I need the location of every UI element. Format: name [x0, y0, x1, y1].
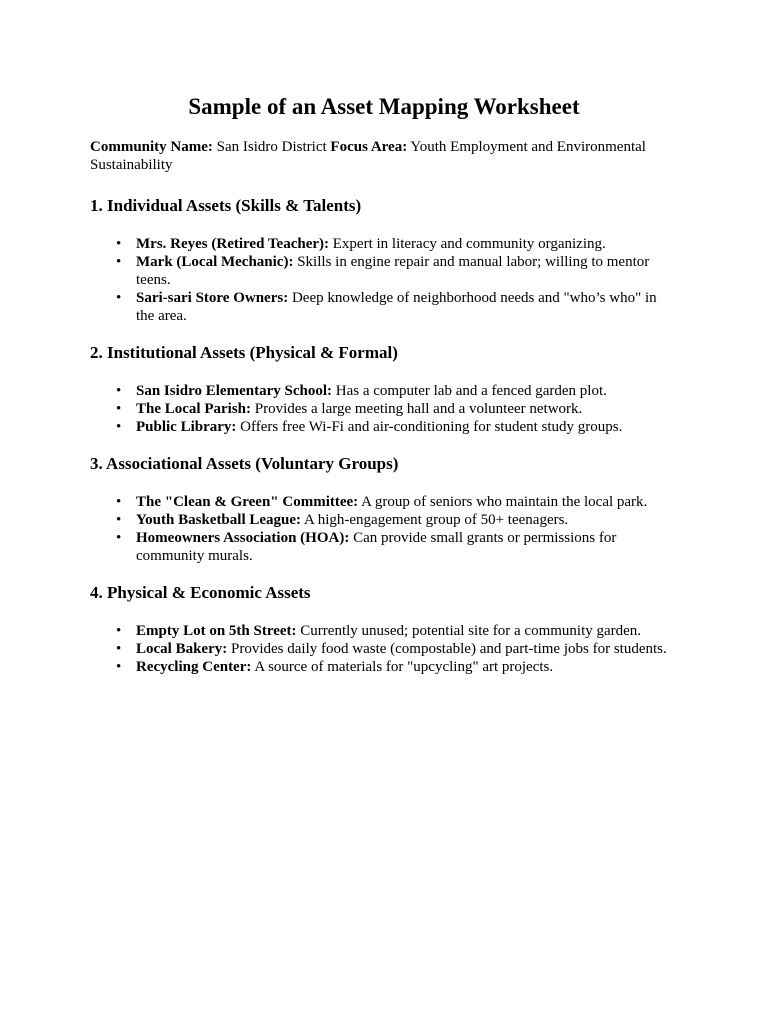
community-name-value: San Isidro District [216, 139, 327, 155]
item-text: Offers free Wi-Fi and air-conditioning for student study groups. [240, 419, 623, 435]
item-label: Empty Lot on 5th Street: [136, 623, 297, 639]
list-item [116, 511, 678, 529]
item-label: The Local Parish: [136, 401, 251, 417]
list-item [116, 493, 678, 511]
item-label: Recycling Center: [136, 659, 252, 675]
item-label: Youth Basketball League: [136, 512, 302, 528]
list-item [116, 289, 678, 325]
section-individual-assets [90, 195, 678, 325]
bullet-icon: • [116, 290, 122, 306]
bullet-icon: • [116, 401, 122, 417]
bullet-icon: • [116, 659, 122, 675]
section-heading: 4. Physical & Economic Assets [90, 583, 311, 602]
item-label: Sari-sari Store Owners: [136, 290, 289, 306]
community-name-label: Community Name: [90, 139, 213, 155]
item-text: Has a computer lab and a fenced garden plot. [335, 383, 607, 399]
list-item [116, 235, 678, 253]
item-text: A group of seniors who maintain the local park. [361, 494, 648, 510]
item-text: Deep knowledge of neighborhood needs and "who’s who" in the area. [136, 290, 657, 324]
item-label: Homeowners Association (HOA): [136, 530, 350, 546]
item-label: The "Clean & Green" Committee: [136, 494, 359, 510]
bullet-icon: • [116, 494, 122, 510]
item-text: A high-engagement group of 50+ teenagers. [303, 512, 569, 528]
bullet-icon: • [116, 641, 122, 657]
item-label: Public Library: [136, 419, 237, 435]
section-heading: 2. Institutional Assets (Physical & Formal) [90, 343, 398, 362]
item-text: A source of materials for "upcycling" art projects. [254, 659, 554, 675]
section-associational-assets [90, 453, 678, 565]
bullet-icon: • [116, 512, 122, 528]
item-text: Skills in engine repair and manual labor; willing to mentor teens. [136, 254, 650, 288]
bullet-icon: • [116, 530, 122, 546]
bullet-icon: • [116, 419, 122, 435]
list-item [116, 658, 678, 676]
asset-list [90, 622, 678, 676]
bullet-icon: • [116, 236, 122, 252]
list-item [116, 529, 678, 565]
item-text: Provides a large meeting hall and a volunteer network. [254, 401, 583, 417]
bullet-icon: • [116, 623, 122, 639]
item-label: Mark (Local Mechanic): [136, 254, 294, 270]
focus-area-label: Focus Area: [330, 139, 408, 155]
section-heading: 3. Associational Assets (Voluntary Groups) [90, 454, 399, 473]
list-item [116, 253, 678, 289]
list-item [116, 400, 678, 418]
asset-list [90, 382, 678, 436]
item-text: Currently unused; potential site for a community garden. [300, 623, 642, 639]
bullet-icon: • [116, 383, 122, 399]
list-item [116, 382, 678, 400]
section-heading: 1. Individual Assets (Skills & Talents) [90, 196, 362, 215]
list-item [116, 418, 678, 436]
item-label: Mrs. Reyes (Retired Teacher): [136, 236, 329, 252]
community-info [90, 138, 678, 174]
item-label: Local Bakery: [136, 641, 228, 657]
document-title: Sample of an Asset Mapping Worksheet [188, 94, 580, 119]
list-item [116, 640, 678, 658]
item-label: San Isidro Elementary School: [136, 383, 332, 399]
bullet-icon: • [116, 254, 122, 270]
item-text: Expert in literacy and community organizing. [332, 236, 606, 252]
asset-list [90, 493, 678, 565]
focus-area-value: Youth Employment and Environmental Sustainability [90, 139, 646, 173]
asset-list [90, 235, 678, 325]
item-text: Can provide small grants or permissions for community murals. [136, 530, 617, 564]
section-institutional-assets [90, 342, 678, 436]
list-item [116, 622, 678, 640]
section-physical-economic-assets [90, 582, 678, 676]
item-text: Provides daily food waste (compostable) and part-time jobs for students. [231, 641, 667, 657]
